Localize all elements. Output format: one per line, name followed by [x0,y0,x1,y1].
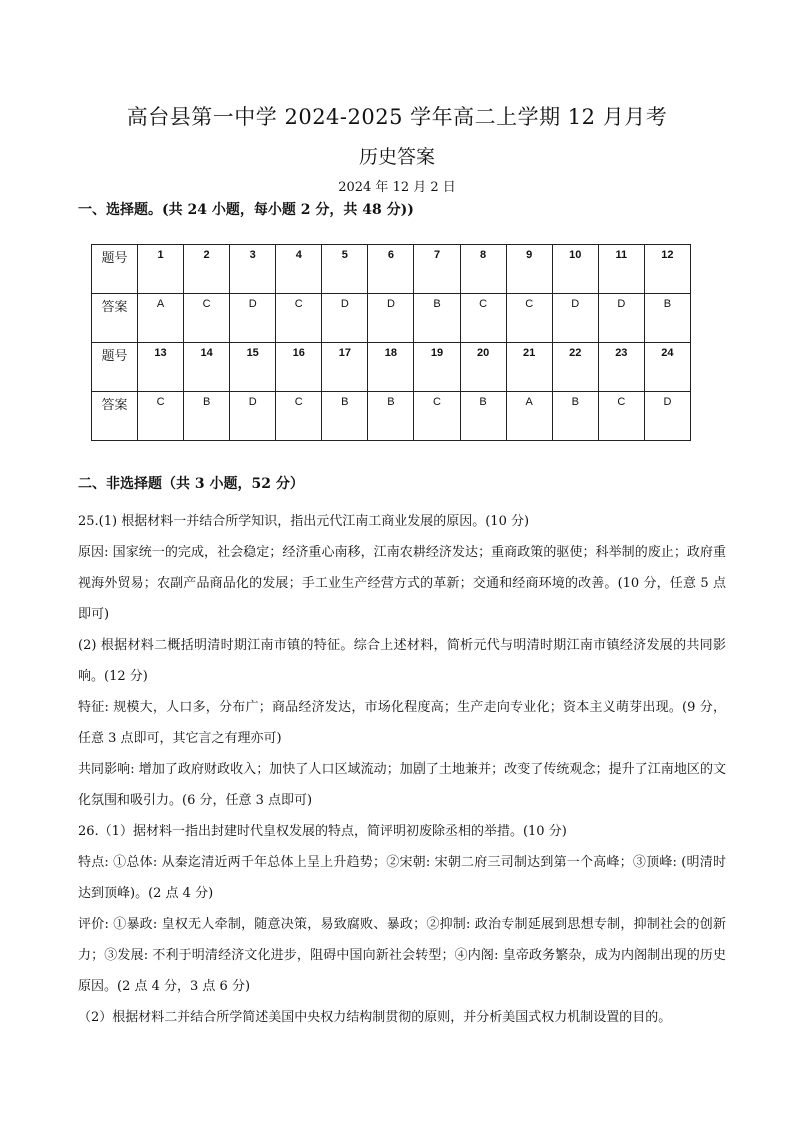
table-cell: D [230,294,276,343]
table-cell: C [460,294,506,343]
table-cell: 13 [138,343,184,392]
table-cell: 24 [644,343,690,392]
table-cell: C [276,294,322,343]
document-subtitle: 历史答案 [358,146,435,168]
table-row [92,245,691,294]
table-cell: 17 [322,343,368,392]
table-cell: 19 [414,343,460,392]
table-cell: 5 [322,245,368,294]
table-cell: 18 [368,343,414,392]
document-title: 高台县第一中学 2024-2025 学年高二上学期 12 月月考 [126,105,668,129]
table-cell: D [552,294,598,343]
table-cell: 16 [276,343,322,392]
table-cell: 6 [368,245,414,294]
row-label: 题号 [92,343,138,392]
table-row [92,343,691,392]
table-cell: 15 [230,343,276,392]
answer-26-1-features: 特点: ①总体: 从秦迄清近两千年总体上呈上升趋势；②宋朝: 宋朝二府三司制达到第一个高峰；③顶峰: (明清时达到顶峰)。(2 点 4 分) [78,855,726,901]
table-cell: B [368,392,414,441]
table-cell: A [506,392,552,441]
table-cell: B [414,294,460,343]
section-heading-non-choice: 二、非选择题（共 3 小题，52 分） [78,476,304,492]
table-cell: B [644,294,690,343]
row-label: 答案 [92,294,138,343]
row-label: 答案 [92,392,138,441]
table-cell: 1 [138,245,184,294]
table-cell: D [644,392,690,441]
table-cell: C [414,392,460,441]
table-cell: 9 [506,245,552,294]
question-26-1: 26.（1）据材料一指出封建时代皇权发展的特点，简评明初废除丞相的举措。(10 分) [78,824,567,839]
table-cell: 4 [276,245,322,294]
table-cell: 21 [506,343,552,392]
table-cell: C [276,392,322,441]
table-cell: D [368,294,414,343]
table-cell: 3 [230,245,276,294]
document-date: 2024 年 12 月 2 日 [338,180,456,195]
table-cell: 22 [552,343,598,392]
table-cell: 11 [598,245,644,294]
table-cell: 10 [552,245,598,294]
table-cell: D [598,294,644,343]
table-cell: C [138,392,184,441]
table-cell: B [184,392,230,441]
table-cell: C [184,294,230,343]
answer-25-2-features: 特征: 规模大，人口多，分布广；商品经济发达，市场化程度高；生产走向专业化；资本主义萌芽出现。(9 分，任意 3 点即可，其它言之有理亦可) [78,700,726,746]
answer-table [91,244,691,441]
table-cell: D [322,294,368,343]
table-cell: 2 [184,245,230,294]
table-row [92,392,691,441]
answer-25-1-reasons: 原因: 国家统一的完成，社会稳定；经济重心南移，江南农耕经济发达；重商政策的驱使；科举制的废止；政府重视海外贸易；农副产品商品化的发展；手工业生产经营方式的革新；交通和经商环境的改善。(10 分，任意 5 点即可) [78,545,726,622]
table-row [92,294,691,343]
table-cell: C [598,392,644,441]
question-25-1: 25.(1) 根据材料一并结合所学知识，指出元代江南工商业发展的原因。(10 分) [78,514,530,529]
table-cell: D [230,392,276,441]
table-cell: C [506,294,552,343]
section-heading-choice: 一、选择题。(共 24 小题，每小题 2 分，共 48 分)) [78,202,414,218]
table-cell: 20 [460,343,506,392]
table-cell: 7 [414,245,460,294]
answer-25-2-impacts: 共同影响: 增加了政府财政收入；加快了人口区域流动；加剧了土地兼并；改变了传统观念；提升了江南地区的文化氛围和吸引力。(6 分，任意 3 点即可) [78,762,726,808]
question-25-2: (2) 根据材料二概括明清时期江南市镇的特征。综合上述材料，简析元代与明清时期江南市镇经济发展的共同影响。(12 分) [78,638,726,684]
table-cell: B [460,392,506,441]
table-cell: 23 [598,343,644,392]
table-cell: B [552,392,598,441]
answer-body [78,506,726,1033]
table-cell: B [322,392,368,441]
row-label: 题号 [92,245,138,294]
table-cell: 14 [184,343,230,392]
question-26-2: （2）根据材料二并结合所学简述美国中央权力结构制贯彻的原则，并分析美国式权力机制设置的目的。 [78,1010,672,1025]
table-cell: A [138,294,184,343]
table-cell: 8 [460,245,506,294]
table-cell: 12 [644,245,690,294]
answer-26-1-evaluation: 评价: ①暴政: 皇权无人牵制，随意决策，易致腐败、暴政；②抑制: 政治专制延展到思想专制，抑制社会的创新力；③发展: 不利于明清经济文化进步，阻碍中国向新社会转型；④内阁: 皇帝政务繁杂，成为内阁制出现的历史原因。(2 点 4 分，3 点 6 分) [78,917,726,994]
